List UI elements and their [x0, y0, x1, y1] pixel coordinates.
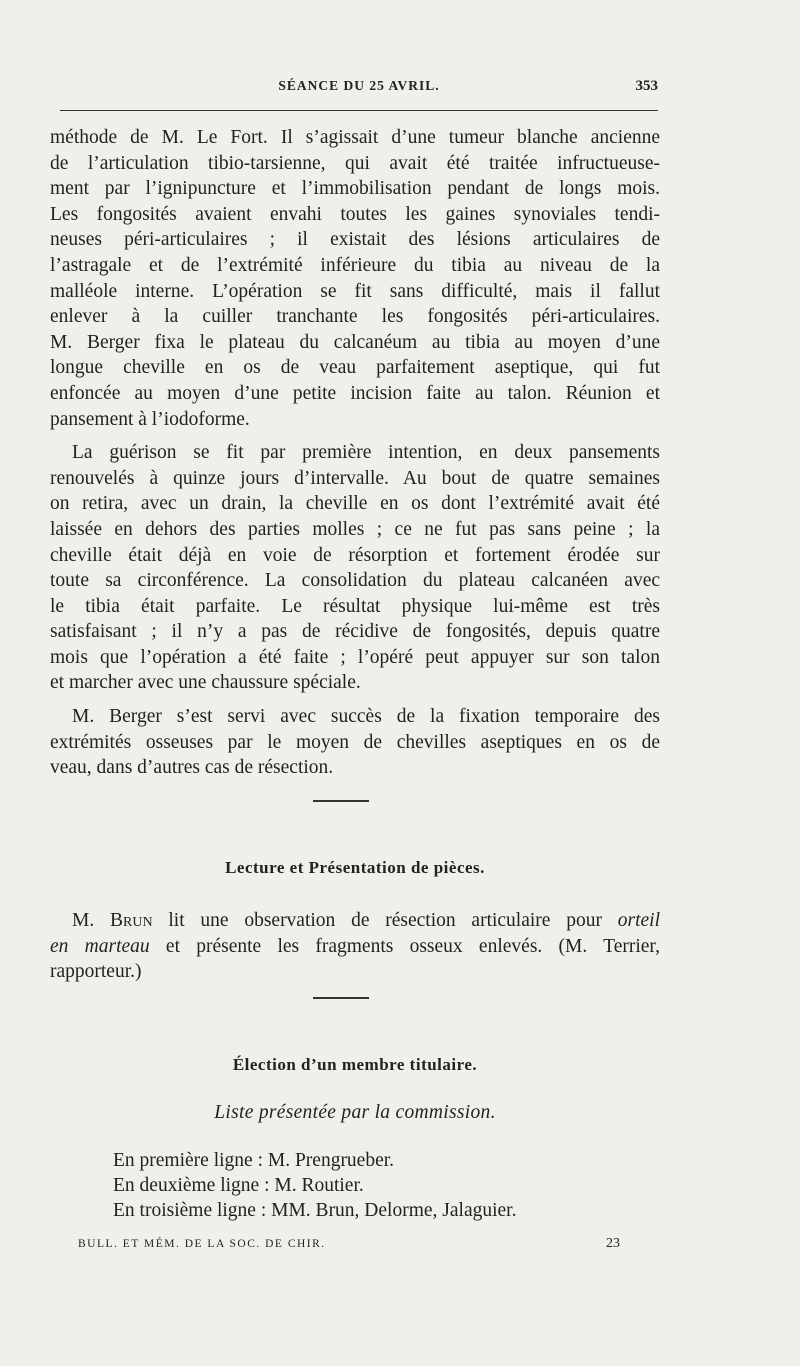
section-heading-election: Élection d’un membre titulaire. — [232, 1055, 478, 1074]
text-segment: M. — [72, 910, 110, 931]
text-line: satisfaisant ; il n’y a pas de récidive de fongosités, depuis quatre — [50, 621, 660, 643]
running-head — [60, 78, 658, 100]
journal-name: BULL. ET MÉM. DE LA SOC. DE CHIR. — [78, 1238, 326, 1250]
text-line: le tibia était parfaite. Le résultat physique lui-même est très — [50, 595, 660, 617]
text-segment: lit une observation de résection articulaire pour — [152, 910, 618, 931]
author-name: Brun — [110, 910, 153, 931]
text-line: La guérison se fit par première intention, en deux pansements — [72, 442, 660, 464]
section-separator — [313, 997, 369, 999]
text-line: laissée en dehors des parties molles ; ce ne fut pas sans peine ; la — [50, 518, 660, 540]
body-text — [50, 125, 660, 781]
candidate-line: En deuxième ligne : M. Routier. — [113, 1175, 364, 1196]
text-line: enlever à la cuiller tranchante les fongosités péri-articulaires. — [50, 306, 660, 328]
text-line: mois que l’opération a été faite ; l’opéré peut appuyer sur son talon — [50, 646, 660, 668]
text-line: méthode de M. Le Fort. Il s’agissait d’une tumeur blanche ancienne — [50, 127, 660, 148]
text-line: M. Berger s’est servi avec succès de la fixation temporaire des — [72, 706, 660, 728]
paragraph-1 — [50, 125, 660, 432]
signature-mark: 23 — [606, 1236, 620, 1251]
text-line: veau, dans d’autres cas de résection. — [50, 757, 334, 779]
text-line: renouvelés à quinze jours d’intervalle. Au bout de quatre semaines — [50, 467, 660, 489]
paragraph-3 — [50, 704, 660, 781]
running-head-title: SÉANCE DU 25 AVRIL. — [278, 78, 440, 93]
lecture-paragraph — [50, 908, 660, 985]
text-line: cheville était déjà en voie de résorption et fortement érodée sur — [50, 544, 660, 566]
page-footer — [78, 1238, 620, 1258]
text-line: rapporteur.) — [50, 961, 142, 983]
text-line: l’astragale et de l’extrémité inférieure du tibia au niveau de la — [50, 254, 660, 276]
text-line: enfoncée au moyen d’une petite incision faite au talon. Réunion et — [50, 382, 660, 404]
text-line: malléole interne. L’opération se fit sans difficulté, mais il fallut — [50, 280, 660, 302]
page-number: 353 — [635, 78, 658, 94]
candidate-line: En troisième ligne : MM. Brun, Delorme, Jalaguier. — [113, 1200, 517, 1221]
text-line: pansement à l’iodoforme. — [50, 408, 250, 430]
text-line — [50, 908, 660, 934]
text-line: ment par l’ignipuncture et l’immobilisation pendant de longs mois. — [50, 178, 660, 200]
text-line: et marcher avec une chaussure spéciale. — [50, 672, 361, 694]
section-heading-lecture: Lecture et Présentation de pièces. — [225, 858, 485, 877]
text-line: longue cheville en os de veau parfaitement aseptique, qui fut — [50, 357, 660, 379]
text-line: on retira, avec un drain, la cheville en os dont l’extrémité avait été — [50, 493, 660, 515]
text-line: de l’articulation tibio-tarsienne, qui avait été traitée infructueuse- — [50, 152, 660, 174]
italic-term: orteil — [617, 910, 660, 931]
text-line: extrémités osseuses par le moyen de chevilles aseptiques en os de — [50, 731, 660, 753]
text-line: Les fongosités avaient envahi toutes les gaines synoviales tendi- — [50, 203, 660, 225]
section-separator — [313, 800, 369, 802]
text-line: neuses péri-articulaires ; il existait des lésions articulaires de — [50, 229, 660, 251]
paragraph-2 — [50, 440, 660, 696]
text-line: toute sa circonférence. La consolidation du plateau calcanéen avec — [50, 570, 660, 592]
text-segment: et présente les fragments osseux enlevés. (M. Terrier, — [149, 935, 660, 957]
text-line: M. Berger fixa le plateau du calcanéum au tibia au moyen d’une — [50, 331, 660, 353]
commission-list-subheading: Liste présentée par la commission. — [214, 1102, 496, 1123]
header-rule — [60, 110, 658, 111]
italic-term: en marteau — [50, 935, 150, 957]
text-line — [50, 934, 660, 960]
candidate-line: En première ligne : M. Prengrueber. — [113, 1150, 395, 1171]
